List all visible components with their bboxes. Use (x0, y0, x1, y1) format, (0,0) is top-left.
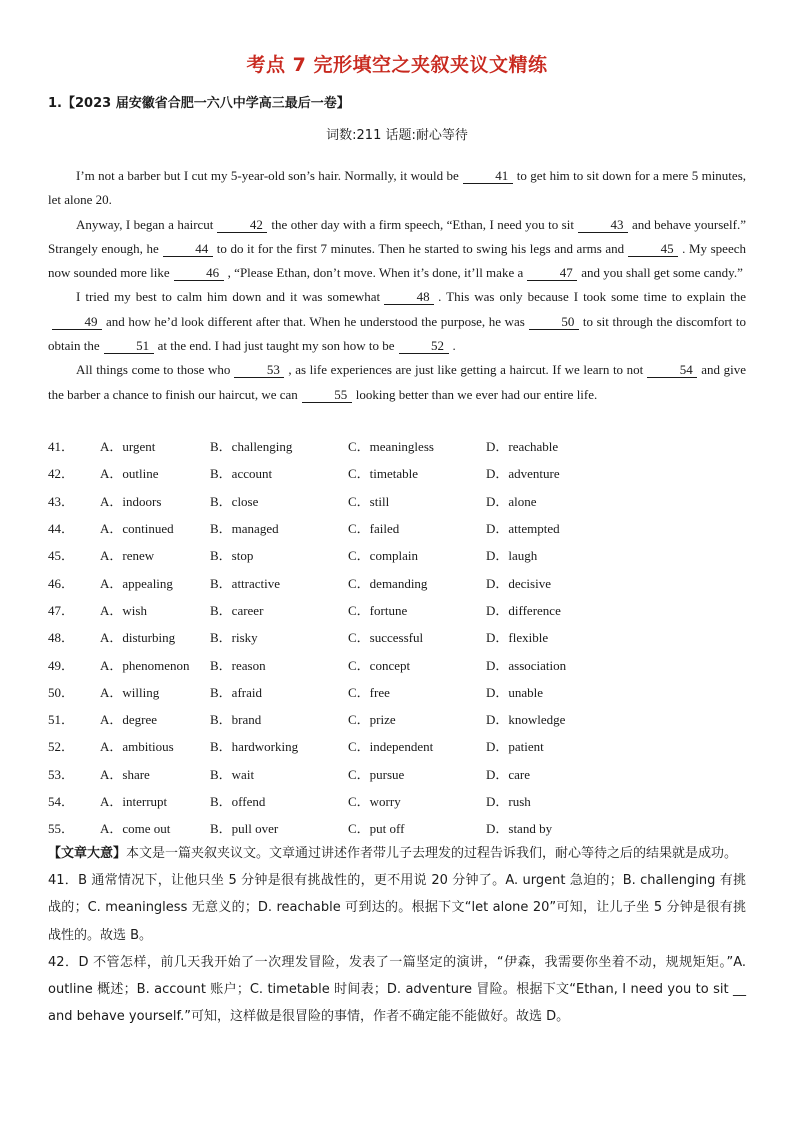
passage-text: . This was only because I took some time to explain the (438, 289, 746, 305)
option-b: B．career (210, 602, 264, 618)
summary-paragraph (48, 840, 746, 867)
blank-41: 41 (463, 169, 513, 184)
option-b: B．hardworking (210, 739, 299, 755)
passage-text: All things come to those who (76, 362, 231, 378)
passage-text: at the end. I had just taught my son how to be (157, 338, 395, 354)
option-d: D．alone (486, 493, 537, 509)
option-c: C．concept (348, 657, 411, 673)
option-row (48, 814, 746, 841)
passage-text: to get him to sit down for a mere 5 minutes, let alone 20. (48, 168, 747, 208)
passage-text: . (452, 338, 456, 354)
option-number: 47． (48, 602, 75, 618)
passage-text: and behave yourself.” Strangely enough, he (48, 216, 746, 256)
option-row (48, 432, 746, 459)
option-c: C．still (348, 493, 390, 509)
option-d: D．care (486, 766, 531, 782)
option-c: C．complain (348, 548, 419, 564)
option-row (48, 541, 746, 568)
page-title: 考点 7 完形填空之夹叙夹议文精练 (246, 54, 548, 76)
option-b: B．account (210, 466, 273, 482)
option-c: C．demanding (348, 575, 428, 591)
option-a: A．disturbing (100, 630, 176, 646)
option-row (48, 459, 746, 486)
option-d: D．knowledge (486, 712, 566, 728)
passage-text: Anyway, I began a haircut (76, 216, 214, 232)
passage-text: and how he’d look different after that. When he understood the purpose, he was (106, 313, 525, 329)
option-a: A．wish (100, 602, 147, 618)
option-a: A．degree (100, 712, 158, 728)
blank-53: 53 (234, 363, 284, 378)
option-b: B．offend (210, 794, 266, 809)
option-c: C．successful (348, 630, 424, 646)
option-row (48, 650, 746, 677)
option-d: D．patient (486, 739, 544, 755)
option-a: A．phenomenon (100, 657, 190, 673)
summary-label: 【文章大意】 (48, 846, 127, 861)
blank-47: 47 (527, 266, 577, 281)
passage-text: , as life experiences are just like getting a haircut. If we learn to not (288, 362, 644, 378)
option-a: A．outline (100, 466, 159, 482)
blank-49: 49 (52, 315, 102, 330)
option-d: D．association (486, 657, 567, 673)
option-b: B．risky (210, 630, 258, 646)
explanation-41: 41．B 通常情况下，让他只坐 5 分钟是很有挑战性的，更不用说 20 分钟了。A. urgent 急迫的；B. challenging 有挑战的；C. meaningless 无意义的；D. reachable 可到达的。根据下文“let alone 20”可知，让儿子坐 5 分钟是很有挑战性的。故选 B。 (48, 873, 746, 943)
option-b: B．wait (210, 766, 255, 782)
option-d: D．laugh (486, 548, 538, 564)
passage-paragraph (48, 285, 746, 358)
option-a: A．willing (100, 684, 160, 700)
option-a: A．share (100, 766, 150, 782)
passage-text: to sit through the discomfort to obtain the (48, 313, 747, 354)
option-row (48, 568, 746, 595)
passage-text: and give the barber a chance to finish our haircut, we can (48, 362, 747, 402)
blank-42: 42 (217, 218, 267, 233)
option-number: 53． (48, 766, 75, 782)
option-number: 41． (48, 439, 75, 455)
explanation-42: 42．D 不管怎样，前几天我开始了一次理发冒险，发表了一篇坚定的演讲，“伊森，我需要你坐着不动，规规矩矩。”A. outline 概述；B. account 账户；C. timetable 时间表；D. adventure 冒险。根据下文“Ethan, I need you to sit __ and behave yourself.”可知，这样做是很冒险的事情，作者不确定能不能做好。故选 D。 (48, 954, 746, 1025)
option-c: C．pursue (348, 766, 405, 782)
option-number: 50． (48, 684, 75, 700)
option-a: A．renew (100, 548, 155, 564)
passage-text: , “Please Ethan, don’t move. When it’s done, it’ll make a (227, 265, 524, 281)
blank-48: 48 (384, 290, 434, 305)
option-number: 46． (48, 575, 75, 591)
passage-text: looking better than we ever had our entire life. (355, 386, 598, 402)
blank-44: 44 (163, 242, 213, 257)
option-number: 49． (48, 657, 75, 673)
option-c: C．failed (348, 521, 400, 537)
option-number: 54． (48, 794, 75, 809)
option-b: B．managed (210, 521, 279, 537)
option-row (48, 596, 746, 623)
blank-51: 51 (104, 339, 154, 354)
passage-text: to do it for the first 7 minutes. Then he started to swing his legs and arms and (216, 240, 625, 256)
option-number: 44． (48, 521, 75, 537)
option-number: 45． (48, 548, 75, 564)
option-row (48, 514, 746, 541)
option-a: A．urgent (100, 439, 156, 455)
option-b: B．close (210, 493, 259, 509)
option-d: D．unable (486, 684, 544, 700)
option-b: B．brand (210, 712, 262, 728)
option-b: B．pull over (210, 821, 279, 837)
blank-55: 55 (302, 388, 352, 403)
option-row (48, 487, 746, 514)
option-row (48, 705, 746, 732)
word-count-topic: 词数:211 话题:耐心等待 (326, 128, 468, 143)
option-d: D．rush (486, 794, 531, 809)
options-list (48, 432, 746, 841)
passage-text: I’m not a barber but I cut my 5-year-old son’s hair. Normally, it would be (76, 168, 459, 183)
option-number: 55． (48, 821, 75, 837)
blank-46: 46 (174, 266, 224, 281)
option-d: D．decisive (486, 575, 551, 591)
option-number: 48． (48, 630, 75, 646)
option-a: A．come out (100, 821, 171, 837)
option-number: 52． (48, 739, 75, 755)
passage-paragraph (48, 213, 746, 286)
option-number: 43． (48, 493, 75, 509)
option-row (48, 623, 746, 650)
option-row (48, 760, 746, 787)
option-c: C．prize (348, 712, 396, 728)
passage-paragraph (48, 358, 746, 407)
option-c: C．free (348, 684, 390, 700)
option-b: B．attractive (210, 575, 281, 591)
passage-text: and you shall get some candy.” (581, 265, 743, 281)
passage-text: I tried my best to calm him down and it was somewhat (76, 289, 381, 305)
option-d: D．attempted (486, 521, 560, 537)
option-c: C．worry (348, 794, 401, 809)
option-row (48, 678, 746, 705)
option-a: A．continued (100, 521, 174, 537)
option-b: B．reason (210, 657, 266, 673)
option-a: A．ambitious (100, 739, 174, 755)
option-c: C．meaningless (348, 439, 434, 455)
option-number: 51． (48, 712, 75, 728)
option-c: C．put off (348, 821, 405, 837)
blank-54: 54 (647, 363, 697, 378)
option-d: D．stand by (486, 821, 553, 837)
option-d: D．adventure (486, 466, 560, 482)
option-c: C．independent (348, 739, 434, 755)
option-row (48, 732, 746, 759)
option-b: B．stop (210, 548, 254, 564)
cloze-passage (48, 164, 746, 407)
option-a: A．indoors (100, 493, 162, 509)
passage-text: . My speech now sounded more like (48, 240, 746, 281)
option-row (48, 787, 746, 814)
passage-text: the other day with a firm speech, “Ethan, I need you to sit (271, 216, 574, 232)
option-b: B．afraid (210, 684, 262, 700)
option-number: 42． (48, 466, 75, 482)
summary-text: 本文是一篇夹叙夹议文。文章通过讲述作者带儿子去理发的过程告诉我们，耐心等待之后的结果就是成功。 (126, 846, 738, 861)
option-c: C．fortune (348, 602, 408, 618)
option-a: A．appealing (100, 575, 173, 591)
option-c: C．timetable (348, 466, 419, 482)
option-d: D．flexible (486, 630, 549, 646)
question-source: 1.【2023 届安徽省合肥一六八中学高三最后一卷】 (48, 96, 350, 111)
blank-45: 45 (628, 242, 678, 257)
option-d: D．reachable (486, 439, 559, 455)
answer-analysis (48, 840, 746, 1030)
option-d: D．difference (486, 602, 561, 618)
blank-50: 50 (529, 315, 579, 330)
option-b: B．challenging (210, 439, 293, 455)
blank-52: 52 (399, 339, 449, 354)
passage-paragraph (48, 164, 746, 213)
option-a: A．interrupt (100, 794, 168, 809)
blank-43: 43 (578, 218, 628, 233)
